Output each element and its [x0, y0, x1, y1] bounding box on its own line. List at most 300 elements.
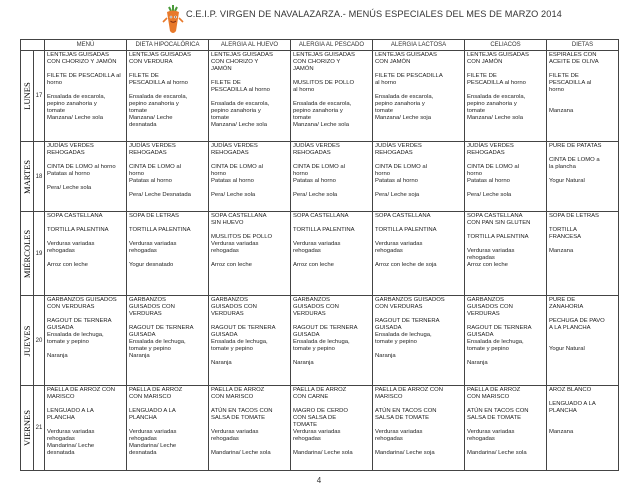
col-header: ALERGIA AL PESCADO — [291, 40, 373, 51]
menu-line: AROZ BLANCO — [549, 387, 592, 393]
menu-line: Manzana/ Leche sola — [211, 122, 267, 128]
menu-line: JUDÍAS VERDES — [129, 143, 176, 149]
menu-line — [549, 394, 616, 401]
menu-line: Ensalada de lechuga, — [375, 332, 432, 338]
menu-line: PURE DE PATATAS — [549, 143, 602, 149]
menu-line — [211, 157, 288, 164]
menu-line: RAGOUT DE TERNERA — [47, 318, 112, 324]
menu-line: Manzana — [549, 108, 574, 114]
menu-line: CINTA DE LOMO a — [549, 157, 600, 163]
menu-line: SOPA CASTELLANA — [47, 213, 103, 219]
menu-line — [211, 73, 288, 80]
menu-line: FILETE DE PESCADILLA al — [47, 73, 121, 79]
menu-line: TOMATE — [293, 422, 317, 428]
menu-line: Patatas al horno — [211, 178, 254, 184]
menu-line: PESCADILLA al horno — [211, 87, 270, 93]
menu-line: Ensalada de escarola, — [129, 94, 188, 100]
menu-line: CON PAN SIN GLUTEN — [467, 220, 531, 226]
menu-line: Verduras variadas — [293, 241, 341, 247]
menu-cell — [291, 296, 373, 386]
menu-cell — [547, 142, 619, 212]
menu-line: Patatas al horno — [467, 178, 510, 184]
menu-line — [211, 185, 288, 192]
menu-line: tomate — [467, 108, 486, 114]
menu-line — [375, 401, 462, 408]
menu-line: rehogadas — [293, 248, 321, 254]
menu-line: tomate — [375, 108, 394, 114]
menu-line — [467, 443, 544, 450]
menu-cell — [127, 296, 209, 386]
menu-cell — [45, 212, 127, 296]
menu-line: VERDURAS — [129, 311, 162, 317]
menu-line: REHOGADAS — [467, 150, 505, 156]
day-name: MIÉRCOLES — [22, 229, 32, 278]
menu-line: Verduras variadas — [293, 429, 341, 435]
menu-line — [549, 339, 616, 346]
menu-cell — [547, 51, 619, 142]
menu-cell — [291, 386, 373, 471]
day-row-miércoles — [21, 212, 619, 296]
day-number: 17 — [34, 51, 45, 142]
menu-line — [293, 318, 370, 325]
menu-line: rehogadas — [211, 248, 239, 254]
menu-line: Arroz con leche — [467, 262, 508, 268]
menu-cell — [465, 296, 547, 386]
menu-line: Naranja — [375, 353, 396, 359]
menu-line: pepino zanahoria y — [467, 101, 517, 107]
menu-line: CON VERDURAS — [375, 304, 423, 310]
menu-line: JAMÓN — [211, 66, 232, 72]
menu-line: Verduras variadas — [47, 429, 95, 435]
menu-line — [129, 234, 206, 241]
menu-line: tomate — [211, 115, 230, 121]
menu-line: SOPA DE LETRAS — [549, 213, 599, 219]
menu-line: rehogadas — [293, 436, 321, 442]
menu-line — [47, 422, 124, 429]
menu-cell — [209, 386, 291, 471]
menu-line: LENTEJAS GUISADAS — [129, 52, 191, 58]
menu-line — [211, 94, 288, 101]
menu-line: horno — [293, 171, 309, 177]
menu-line: GARBANZOS GUISADOS — [47, 297, 117, 303]
menu-line: CON SALSA DE — [293, 415, 337, 421]
menu-line: A LA PLANCHA — [549, 325, 591, 331]
menu-line — [375, 234, 462, 241]
menu-cell — [45, 296, 127, 386]
menu-line: al horno — [293, 87, 315, 93]
menu-line: Naranja — [467, 360, 488, 366]
menu-line: ATÚN EN TACOS CON — [211, 408, 273, 414]
menu-line: PAELLA DE ARROZ — [293, 387, 347, 393]
menu-line: Pera/ Leche sola — [293, 192, 338, 198]
day-label-cell — [21, 51, 34, 142]
menu-line: GARBANZOS — [129, 297, 166, 303]
menu-line: rehogadas — [47, 436, 75, 442]
menu-line: JAMÓN — [293, 66, 314, 72]
menu-line — [467, 353, 544, 360]
menu-line: PECHUGA DE PAVO — [549, 318, 605, 324]
menu-line — [549, 171, 616, 178]
menu-line: FILETE DE — [467, 73, 497, 79]
menu-line: VERDURAS — [293, 311, 326, 317]
menu-line — [293, 234, 370, 241]
menu-line — [129, 401, 206, 408]
menu-line: Manzana/ Leche soja — [375, 115, 431, 121]
menu-line — [375, 443, 462, 450]
menu-line: REHOGADAS — [375, 150, 413, 156]
menu-line: SOPA CASTELLANA — [293, 213, 349, 219]
menu-line: Ensalada de lechuga, — [467, 339, 524, 345]
menu-cell — [465, 212, 547, 296]
menu-line — [211, 401, 288, 408]
menu-line: ATÚN EN TACOS CON — [467, 408, 529, 414]
menu-line — [293, 255, 370, 262]
menu-line: Yogur Natural — [549, 346, 585, 352]
menu-line: GUISADOS CON — [467, 304, 513, 310]
menu-line — [375, 66, 462, 73]
menu-line: MARISCO — [375, 394, 403, 400]
menu-line: REHOGADAS — [129, 150, 167, 156]
menu-line: Mandarina/ Leche — [47, 443, 95, 449]
day-number: 21 — [34, 386, 45, 471]
menu-line — [129, 157, 206, 164]
menu-line: pepino zanahoria y — [293, 108, 343, 114]
menu-line — [549, 94, 616, 101]
menu-line — [293, 443, 370, 450]
menu-cell — [127, 51, 209, 142]
menu-line: Verduras variadas — [375, 429, 423, 435]
menu-line: CON JAMÓN — [467, 59, 503, 65]
day-label-cell — [21, 212, 34, 296]
menu-line: rehogadas — [129, 248, 157, 254]
day-name: LUNES — [22, 82, 32, 110]
menu-line: Verduras variadas — [467, 429, 515, 435]
menu-line: Mandarina/ Leche sola — [293, 450, 353, 456]
menu-line: ESPIRALES CON — [549, 52, 597, 58]
menu-line — [47, 220, 124, 227]
menu-line — [467, 401, 544, 408]
menu-line: horno — [211, 171, 227, 177]
menu-cell — [209, 142, 291, 212]
menu-line: RAGOUT DE TERNERA — [293, 325, 358, 331]
menu-line: Manzana/ Leche sola — [293, 122, 349, 128]
menu-line — [129, 318, 206, 325]
menu-line: GUISADA — [293, 332, 320, 338]
day-name: JUEVES — [22, 325, 32, 356]
menu-line: rehogadas — [375, 248, 403, 254]
menu-line: Naranja — [211, 360, 232, 366]
menu-line — [129, 66, 206, 73]
menu-line: CINTA DE LOMO al — [211, 164, 263, 170]
menu-line: rehogadas — [467, 255, 495, 261]
day-row-viernes — [21, 386, 619, 471]
menu-line — [211, 255, 288, 262]
menu-line: TORTILLA PALENTINA — [47, 227, 109, 233]
menu-line: GARBANZOS — [467, 297, 504, 303]
menu-line — [47, 178, 124, 185]
menu-line — [375, 346, 462, 353]
menu-line — [129, 87, 206, 94]
menu-line — [293, 185, 370, 192]
menu-line: PAELLA DE ARROZ — [129, 387, 183, 393]
menu-line — [47, 66, 124, 73]
menu-line: CON CHORIZO Y — [211, 59, 259, 65]
menu-line — [47, 87, 124, 94]
menu-line — [211, 443, 288, 450]
menu-line — [467, 185, 544, 192]
menu-line: PLANCHA — [549, 408, 577, 414]
menu-line: Mandarina/ Leche — [129, 443, 177, 449]
menu-line: tomate — [129, 108, 148, 114]
menu-line: GUISADA — [467, 332, 494, 338]
menu-line: Ensalada de escarola, — [211, 101, 270, 107]
menu-line: RAGOUT DE TERNERA — [467, 325, 532, 331]
menu-line: al horno — [375, 80, 397, 86]
menu-line: REHOGADAS — [211, 150, 249, 156]
menu-cell — [209, 296, 291, 386]
corner-cell — [21, 40, 45, 51]
menu-line: LENTEJAS GUISADAS — [375, 52, 437, 58]
menu-line: pepino zanahoria y — [47, 101, 97, 107]
menu-line: LENTEJAS GUISADAS — [47, 52, 109, 58]
menu-cell — [547, 296, 619, 386]
menu-line — [375, 157, 462, 164]
menu-line: ACEITE DE OLIVA — [549, 59, 599, 65]
day-name: MARTES — [22, 159, 32, 194]
menu-line: MAGRO DE CERDO — [293, 408, 348, 414]
menu-line: Ensalada de lechuga, — [129, 339, 186, 345]
day-row-martes — [21, 142, 619, 212]
menu-line: JUDÍAS VERDES — [467, 143, 514, 149]
carrot-mascot-logo — [160, 4, 186, 36]
menu-cell — [291, 142, 373, 212]
menu-line: tomate — [47, 108, 66, 114]
menu-line — [549, 66, 616, 73]
menu-line: Arroz con leche — [47, 262, 88, 268]
menu-line: TORTILLA — [549, 227, 577, 233]
menu-line — [549, 422, 616, 429]
menu-line: Patatas al horno — [47, 171, 90, 177]
menu-line: GARBANZOS — [293, 297, 330, 303]
col-header: ALERGIA LACTOSA — [373, 40, 465, 51]
menu-line: RAGOUT DE TERNERA — [129, 325, 194, 331]
menu-line — [293, 401, 370, 408]
menu-line: SOPA CASTELLANA — [467, 213, 523, 219]
menu-line: RAGOUT DE TERNERA — [375, 318, 440, 324]
menu-line: CON VERDURAS — [47, 304, 95, 310]
menu-line: LENTEJAS GUISADAS — [467, 52, 529, 58]
menu-line: LENTEJAS GUISADAS — [293, 52, 355, 58]
menu-line: JUDÍAS VERDES — [47, 143, 94, 149]
menu-line: GUISADA — [129, 332, 156, 338]
menu-line: CINTA DE LOMO al — [129, 164, 181, 170]
menu-line — [549, 220, 616, 227]
menu-line: Manzana — [549, 248, 574, 254]
menu-line — [211, 227, 288, 234]
day-row-jueves — [21, 296, 619, 386]
menu-line — [293, 353, 370, 360]
menu-line: Arroz con leche — [293, 262, 334, 268]
day-name: VIERNES — [22, 410, 32, 446]
menu-line — [467, 227, 544, 234]
menu-cell — [291, 212, 373, 296]
menu-cell — [465, 142, 547, 212]
day-number: 18 — [34, 142, 45, 212]
menu-cell — [45, 51, 127, 142]
menu-line: tomate — [293, 115, 312, 121]
menu-line: GUISADA — [47, 325, 74, 331]
menu-line: desnatada — [129, 122, 157, 128]
menu-line: LENGUADO A LA — [129, 408, 176, 414]
menu-cell — [127, 212, 209, 296]
menu-line: Verduras variadas — [467, 248, 515, 254]
menu-line: GUISADOS CON — [129, 304, 175, 310]
menu-table — [20, 39, 619, 471]
menu-line: SOPA CASTELLANA — [211, 213, 267, 219]
menu-line: rehogadas — [467, 436, 495, 442]
menu-line: FILETE DE PESCADILLA — [375, 73, 443, 79]
menu-line — [293, 220, 370, 227]
menu-line: Manzana — [549, 429, 574, 435]
menu-line — [375, 87, 462, 94]
menu-line: REHOGADAS — [47, 150, 85, 156]
menu-line: horno — [549, 87, 565, 93]
menu-line: Pera/ Leche soja — [375, 192, 420, 198]
menu-line: FILETE DE — [129, 73, 159, 79]
col-header: ALERGIA AL HUEVO — [209, 40, 291, 51]
col-header: CELIACOS — [465, 40, 547, 51]
menu-line: desnatada — [129, 450, 157, 456]
menu-line — [211, 353, 288, 360]
menu-line: tomate y pepino — [47, 339, 89, 345]
menu-line: SALSA DE TOMATE — [467, 415, 522, 421]
header-row — [21, 40, 619, 51]
menu-line — [467, 318, 544, 325]
col-header: MENÚ — [45, 40, 127, 51]
menu-line — [293, 157, 370, 164]
menu-line: PESCADILLA al horno — [467, 80, 526, 86]
menu-line: PESCADILLA al horno — [129, 80, 188, 86]
menu-line — [129, 255, 206, 262]
menu-line: Verduras variadas — [129, 241, 177, 247]
menu-line — [467, 157, 544, 164]
menu-line — [549, 311, 616, 318]
menu-line: Yogur Natural — [549, 178, 585, 184]
menu-line: Verduras variadas — [211, 429, 259, 435]
menu-line: pepino zanahoria y — [129, 101, 179, 107]
menu-line: Pera/ Leche sola — [467, 192, 512, 198]
menu-line — [467, 241, 544, 248]
menu-line: Patatas al horno — [129, 178, 172, 184]
menu-cell — [547, 212, 619, 296]
menu-line: RAGOUT DE TERNERA — [211, 325, 276, 331]
menu-line: PURE DE — [549, 297, 576, 303]
menu-line: Verduras variadas — [129, 429, 177, 435]
menu-line: Verduras variadas — [211, 241, 259, 247]
menu-line: desnatada — [47, 450, 75, 456]
menu-line — [47, 401, 124, 408]
menu-line: JUDÍAS VERDES — [375, 143, 422, 149]
menu-cell — [127, 142, 209, 212]
menu-line — [129, 422, 206, 429]
menu-line: tomate y pepino — [129, 346, 171, 352]
menu-line: SOPA CASTELLANA — [375, 213, 431, 219]
menu-line: la plancha — [549, 164, 576, 170]
menu-line: Naranja — [293, 360, 314, 366]
menu-line: ZANAHORIA — [549, 304, 584, 310]
menu-cell — [465, 386, 547, 471]
menu-line — [47, 255, 124, 262]
menu-line: GARBANZOS GUISADOS — [375, 297, 445, 303]
menu-line: TORTILLA PALENTINA — [467, 234, 529, 240]
menu-line: Naranja — [47, 353, 68, 359]
menu-line — [375, 311, 462, 318]
menu-line: tomate y pepino — [375, 339, 417, 345]
menu-body — [21, 51, 619, 471]
menu-line: Manzana/ Leche sola — [467, 115, 523, 121]
menu-line: tomate y pepino — [467, 346, 509, 352]
menu-line: rehogadas — [129, 436, 157, 442]
menu-line — [467, 87, 544, 94]
menu-cell — [373, 51, 465, 142]
menu-line: GUISADOS CON — [293, 304, 339, 310]
menu-line — [549, 332, 616, 339]
menu-line — [375, 185, 462, 192]
menu-line: LENGUADO A LA — [47, 408, 94, 414]
menu-cell — [373, 142, 465, 212]
menu-line: GARBANZOS — [211, 297, 248, 303]
menu-line: SALSA DE TOMATE — [211, 415, 266, 421]
menu-line — [293, 73, 370, 80]
menu-line: CINTA DE LOMO al — [293, 164, 345, 170]
menu-line — [549, 241, 616, 248]
menu-line: VERDURAS — [467, 311, 500, 317]
menu-line: horno — [129, 171, 145, 177]
menu-line: CINTA DE LOMO al horno — [47, 164, 116, 170]
menu-line: PAELLA DE ARROZ — [467, 387, 521, 393]
menu-line: CON MARISCO — [129, 394, 172, 400]
menu-line — [467, 66, 544, 73]
menu-line: PAELLA DE ARROZ CON — [47, 387, 115, 393]
menu-line: CINTA DE LOMO al — [375, 164, 427, 170]
menu-line: FILETE DE — [211, 80, 241, 86]
menu-line: horno — [467, 171, 483, 177]
menu-line: CINTA DE LOMO al — [467, 164, 519, 170]
menu-line: CON MARISCO — [211, 394, 254, 400]
page-header — [0, 0, 638, 38]
menu-line: Ensalada de escarola, — [375, 94, 434, 100]
menu-line: tomate y pepino — [293, 346, 335, 352]
menu-line: FILETE DE — [549, 73, 579, 79]
menu-cell — [465, 51, 547, 142]
menu-line: Pera/ Leche Desnatada — [129, 192, 191, 198]
day-label-cell — [21, 386, 34, 471]
menu-line: Verduras variadas — [375, 241, 423, 247]
menu-line: VERDURAS — [211, 311, 244, 317]
menu-line — [47, 157, 124, 164]
menu-line: LENTEJAS GUISADAS — [211, 52, 273, 58]
menu-cell — [127, 386, 209, 471]
menu-line: CON VERDURA — [129, 59, 173, 65]
menu-line: SALSA DE TOMATE — [375, 415, 430, 421]
menu-line: PLANCHA — [129, 415, 157, 421]
col-header: DIETA HIPOCALÓRICA — [127, 40, 209, 51]
menu-cell — [45, 142, 127, 212]
menu-cell — [547, 386, 619, 471]
menu-line: Arroz con leche de soja — [375, 262, 437, 268]
menu-line — [211, 318, 288, 325]
menu-line — [129, 185, 206, 192]
